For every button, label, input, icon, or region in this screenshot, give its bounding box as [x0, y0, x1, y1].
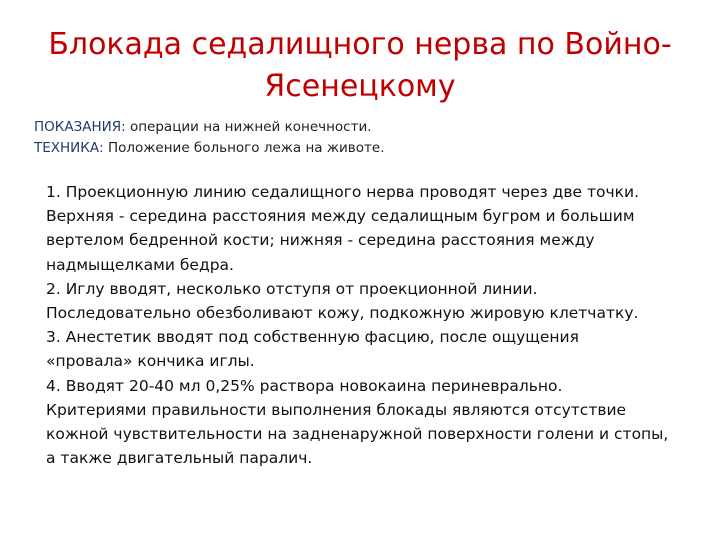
technique-text: Положение больного лежа на животе.	[107, 140, 385, 156]
indications-line	[34, 117, 694, 138]
slide-title-line-2: Ясенецкому	[264, 69, 456, 104]
body-line: 3. Анестетик вводят под собственную фасцию, после ощущения	[46, 328, 579, 347]
technique-label: ТЕХНИКА:	[34, 140, 104, 156]
body-line: Критериями правильности выполнения блокады являются отсутствие	[46, 400, 627, 419]
body-line: а также двигательный паралич.	[46, 449, 313, 468]
meta-block	[34, 117, 694, 159]
body-line: надмыщелками бедра.	[46, 255, 234, 274]
body-line: кожной чувствительности на задненаружной поверхности голени и стопы,	[46, 425, 669, 444]
body-line: вертелом бедренной кости; нижняя - середина расстояния между	[46, 231, 595, 250]
body-line: Последовательно обезболивают кожу, подкожную жировую клетчатку.	[46, 304, 639, 323]
body-line: Верхняя - середина расстояния между седалищным бугром и большим	[46, 207, 635, 226]
indications-label: ПОКАЗАНИЯ:	[34, 119, 126, 135]
technique-line	[34, 138, 694, 159]
body-line: 4. Вводят 20-40 мл 0,25% раствора новокаина периневрально.	[46, 376, 563, 395]
body-line: 1. Проекционную линию седалищного нерва проводят через две точки.	[46, 183, 640, 201]
body-line: 2. Иглу вводят, несколько отступя от проекционной линии.	[46, 279, 538, 298]
body-line: «провала» кончика иглы.	[46, 352, 255, 371]
slide-title-line-1: Блокада седалищного нерва по Войно-	[48, 27, 672, 62]
procedure-text	[46, 180, 696, 470]
indications-text: операции на нижней конечности.	[129, 119, 372, 135]
slide-title	[40, 24, 680, 108]
